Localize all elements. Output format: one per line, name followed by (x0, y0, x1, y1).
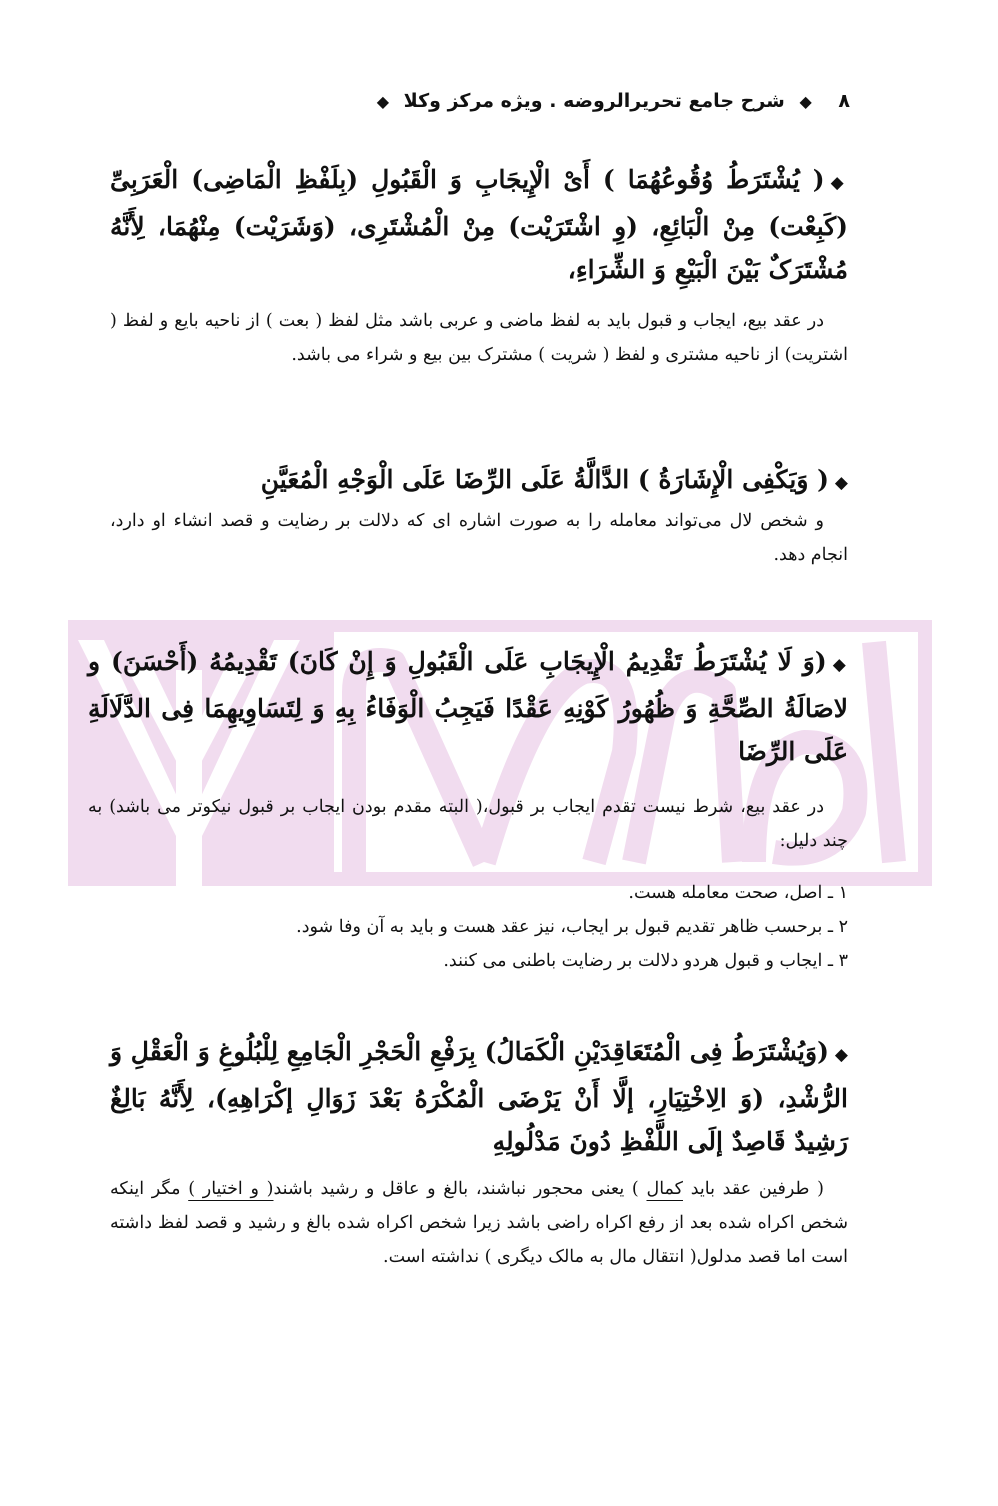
arabic-text: ◆(وَیُشْتَرَطُ فِی الْمُتَعَاقِدَیْنِ الْکَمَالُ) بِرَفْعِ الْحَجْرِ الْجَامِعِ لِلْبُلُوغِ وَ الْعَقْلِ وَ الرُّشْدِ، (وَ الِاخْتِیَارِ، إلَّا أَنْ یَرْضَى الْمُکْرَهُ بَعْدَ زَوَالِ إکْرَاهِهِ)، لِأَنَّهُ بَالِغٌ رَشِیدٌ قَاصِدٌ إلَى اللَّفْظِ دُونَ مَدْلُولِهِ (110, 1037, 848, 1156)
diamond-bullet-icon: ◆ (832, 655, 848, 675)
section-4-commentary (110, 1172, 848, 1274)
page-number: ۸ (838, 90, 850, 112)
underlined-term: ( و اختیار ) (188, 1179, 274, 1199)
diamond-bullet-icon: ◆ (830, 173, 848, 193)
section-2 (110, 458, 848, 505)
reasons-list (110, 876, 848, 978)
persian-commentary: در عقد بیع، شرط نیست تقدم ایجاب بر قبول،( البته مقدم بودن ایجاب بر قبول نیکوتر می باشد) به چند دلیل: (88, 797, 848, 851)
diamond-bullet-icon: ◆ (834, 473, 848, 493)
book-title: شرح جامع تحریرالروضه . ویژه مرکز وکلا (403, 90, 785, 112)
list-item: ۱ ـ اصل، صحت معامله هست. (628, 883, 848, 903)
arabic-text: ◆(وَ لَا یُشْتَرَطُ تَقْدِیمُ الْإِیجَابِ عَلَى الْقَبُولِ وَ إِنْ کَانَ) تَقْدِیمُهُ (أَحْسَنَ) و لاصَالَةُ الصِّحَّةِ وَ ظُهُورُ کَوْنِهِ عَقْدًا فَیَجِبُ الْوَفَاءُ بِهِ وَ لِتَسَاوِیهِمَا فِی الدَّلَالَةِ عَلَى الرِّضَا (88, 647, 848, 766)
section-3 (88, 640, 848, 773)
arabic-text: ◆( وَیَکْفِی الْإِشَارَةُ ) الدَّالَّةُ عَلَى الرِّضَا عَلَى الْوَجْهِ الْمُعَیَّنِ (260, 465, 848, 494)
list-item: ۲ ـ برحسب ظاهر تقدیم قبول بر ایجاب، نیز عقد هست و باید به آن وفا شود. (296, 917, 848, 937)
list-item: ۳ ـ ایجاب و قبول هردو دلالت بر رضایت باطنی می کنند. (443, 951, 848, 971)
running-header (360, 84, 850, 118)
persian-commentary: ( طرفین عقد باید کمال ) یعنی محجور نباشند، بالغ و عاقل و رشید باشند( و اختیار ) مگر اینکه شخص اکراه شده بعد از رفع اکراه راضی باشد زیرا شخص اکراه شده بالغ و رشید و قصد لفظ داشته است اما قصد مدلول( انتقال مال به مالک دیگری ) نداشته است. (110, 1179, 848, 1267)
diamond-bullet-icon: ◆ (376, 92, 390, 111)
section-1 (110, 158, 848, 291)
arabic-text: ◆( یُشْتَرَطُ وُقُوعُهُمَا ) أَیْ الْإِیجَابِ وَ الْقَبُولِ (بِلَفْظِ الْمَاضِی) الْعَرَبِیِّ (کَبِعْت) مِنْ الْبَائِعِ، (وِ اشْتَرَیْت) مِنْ الْمُشْتَرِی، (وَشَرَیْت) مِنْهُمَا، لِأَنَّهُ مُشْتَرَکٌ بَیْنَ الْبَیْعِ وَ الشِّرَاءِ، (110, 165, 848, 284)
section-2-commentary (110, 504, 848, 572)
underlined-term: کمال (646, 1179, 683, 1199)
persian-commentary: و شخص لال می‌تواند معامله را به صورت اشاره ای که دلالت بر رضایت و قصد انشاء او دارد، انجام دهد. (110, 511, 848, 565)
section-1-commentary (110, 304, 848, 372)
section-4 (110, 1030, 848, 1163)
section-3-commentary (88, 790, 848, 858)
persian-commentary: در عقد بیع، ایجاب و قبول باید به لفظ ماضی و عربی باشد مثل لفظ ( بعت ) از ناحیه بایع و لفظ ( اشتریت) از ناحیه مشتری و لفظ ( شریت ) مشترک بین بیع و شراء می باشد. (110, 311, 848, 365)
diamond-bullet-icon: ◆ (834, 1045, 848, 1065)
diamond-bullet-icon: ◆ (799, 92, 812, 111)
